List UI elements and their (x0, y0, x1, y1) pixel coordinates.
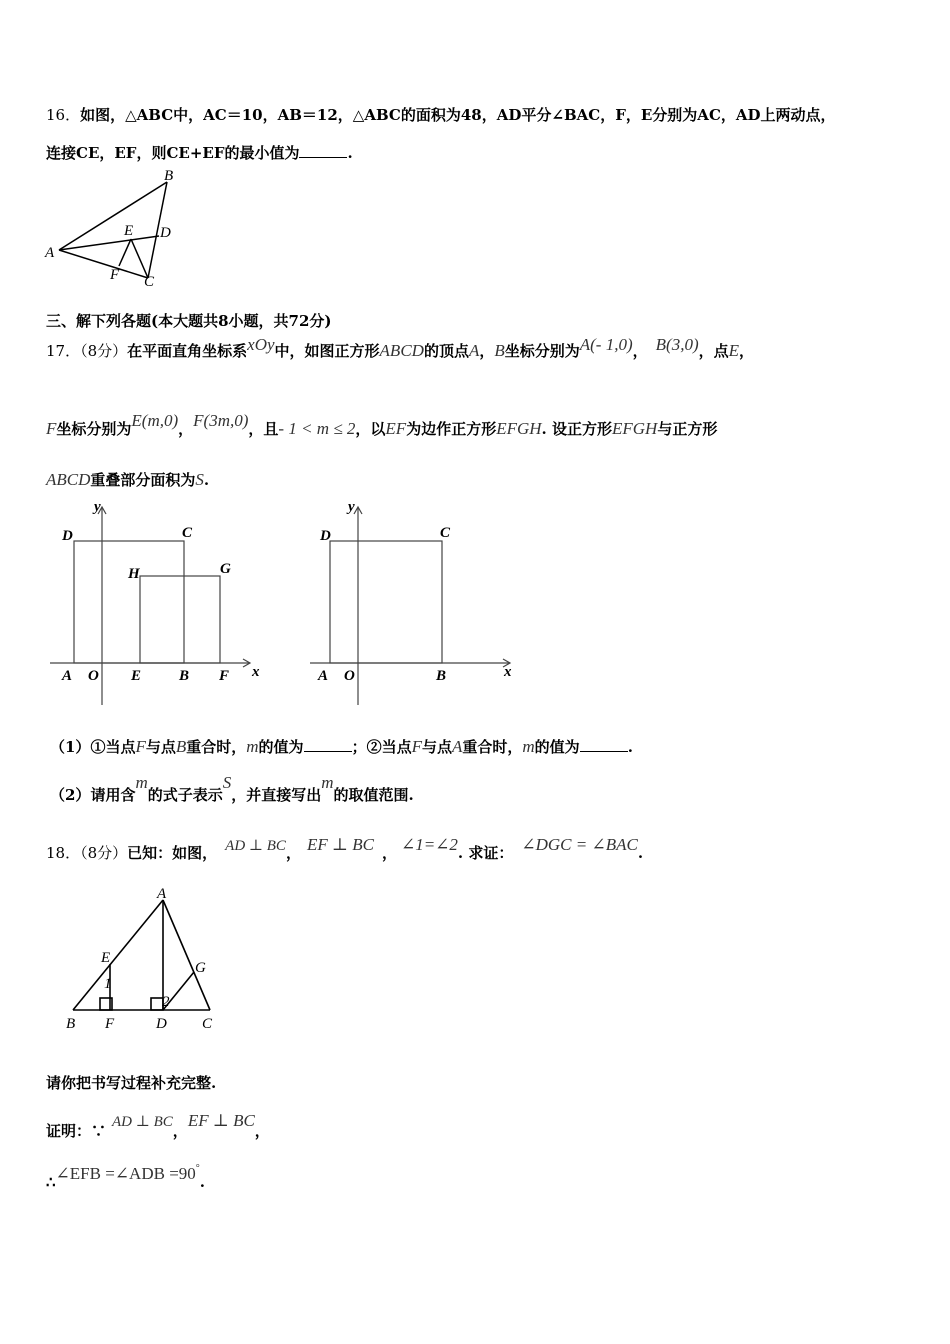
q16-text-line2: 连接CE，EF，则CE+EF的最小值为 (46, 144, 300, 162)
q18-cond-2: EF ⊥ BC (306, 835, 374, 854)
q16-line1 (46, 104, 836, 125)
q17-part2: （2）请用含m的式子表示S，并直接写出m的取值范围. (50, 773, 414, 804)
q17-xoy: xOy (247, 335, 275, 354)
q18-cond-1: AD ⊥ BC (225, 838, 286, 854)
q18-line1: 18．（8分）已知：如图， AD ⊥ BC， EF ⊥ BC ， ∠1=∠2. 求证： ∠DGC = ∠BAC. (46, 835, 644, 862)
q17-p1-blank-1[interactable] (304, 739, 352, 752)
q16-label-a: A (45, 245, 55, 261)
q16-label-b: B (164, 168, 174, 184)
q18-cond-3: ∠1=∠2 (400, 835, 458, 854)
q17-line2: F坐标分别为E(m,0)，F(3m,0)，且- 1 < m ≤ 2，以EF为边作正方形EFGH. 设正方形EFGH与正方形 (46, 411, 718, 438)
q17-b-coord: B(3,0) (655, 335, 699, 354)
fig1-c: C (182, 525, 193, 541)
fig1-g: G (220, 561, 231, 577)
fig2-d: D (320, 528, 331, 544)
fig2-b: B (436, 668, 447, 684)
fig1-o: O (88, 668, 99, 684)
q17-p1-blank-2[interactable] (580, 739, 628, 752)
q17-a-coord: A(- 1,0) (579, 335, 633, 354)
q18-score: （8分） (80, 844, 128, 862)
section-3-heading: 三、解下列各题(本大题共8小题，共72分) (46, 312, 332, 330)
q18-triangle-figure (58, 882, 228, 1032)
q17-condition: - 1 < m ≤ 2 (278, 419, 356, 438)
q18-label-a: A (157, 886, 167, 902)
q18-goal: ∠DGC = ∠BAC (521, 835, 638, 854)
q17-score: （8分） (80, 342, 128, 360)
q18-label-c: C (202, 1016, 213, 1032)
fig1-y-label: y (94, 499, 101, 515)
q18-label-2: 2 (162, 994, 170, 1010)
q18-fill-instruction: 请你把书写过程补充完整. (46, 1074, 217, 1092)
q16-number: 16． (46, 106, 81, 124)
q17-line3: ABCD重叠部分面积为S. (46, 470, 210, 489)
q17-f-coord: F(3m,0) (193, 411, 249, 430)
fig2-y-label: y (348, 499, 355, 515)
q16-text-line1: 如图，△ABC中，AC＝10，AB＝12，△ABC的面积为48，AD平分∠BAC，F，E分别为AC，AD上两动点， (80, 106, 836, 124)
q18-proof-line2: ∴∠EFB =∠ADB =90°. (46, 1163, 206, 1191)
q16-label-e: E (124, 223, 134, 239)
fig2-o: O (344, 668, 355, 684)
q18-label-e: E (101, 950, 111, 966)
q18-label-g: G (195, 960, 206, 976)
q18-label-d: D (156, 1016, 167, 1032)
q18-label-f: F (105, 1016, 115, 1032)
q16-triangle-figure (40, 165, 190, 290)
q18-number: 18． (46, 844, 81, 862)
fig2-x-label: x (504, 664, 512, 680)
fig2-a: A (318, 668, 329, 684)
q17-figure-1 (40, 495, 270, 710)
fig1-x-label: x (252, 664, 260, 680)
fig1-e: E (131, 668, 142, 684)
q18-proof-line1: 证明：∵ AD ⊥ BC，EF ⊥ BC， (46, 1111, 270, 1140)
q17-line1: 17．（8分）在平面直角坐标系xOy中，如图正方形ABCD的顶点A，B坐标分别为A(- 1,0)， B(3,0)，点E， (46, 335, 755, 360)
fig1-b: B (179, 668, 190, 684)
q18-label-b: B (66, 1016, 76, 1032)
q16-answer-blank[interactable] (299, 145, 347, 158)
q16-label-d: D (160, 225, 171, 241)
fig2-c: C (440, 525, 451, 541)
q17-part1: （1）①当点F与点B重合时，m的值为 ；②当点F与点A重合时，m的值为 . (50, 737, 633, 756)
fig1-d: D (62, 528, 73, 544)
q18-angle-eq: ∠EFB =∠ADB =90 (55, 1164, 196, 1183)
q16-label-f: F (110, 267, 120, 283)
fig1-a: A (62, 668, 73, 684)
fig1-h: H (128, 566, 140, 582)
q17-figure-2 (300, 495, 530, 710)
q16-label-c: C (144, 274, 155, 290)
fig1-f: F (219, 668, 230, 684)
q17-number: 17． (46, 342, 81, 360)
q18-label-1: 1 (104, 976, 112, 992)
q17-e-coord: E(m,0) (131, 411, 179, 430)
q16-line2: 连接CE，EF，则CE+EF的最小值为 . (46, 144, 353, 162)
